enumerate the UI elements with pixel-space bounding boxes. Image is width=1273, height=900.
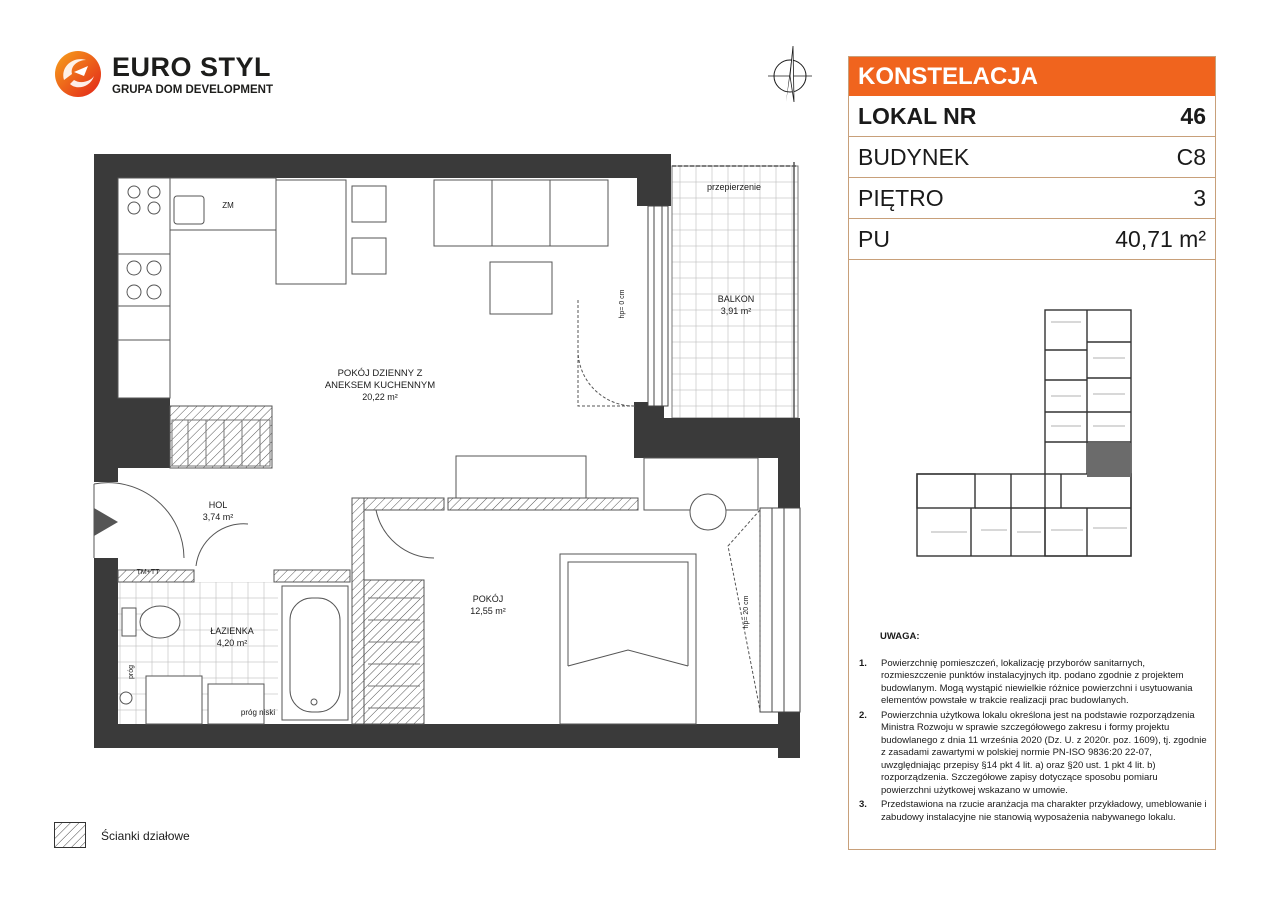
room-bedroom-name: POKÓJ [472,594,504,604]
north-arrow-icon [760,44,820,106]
info-value: 46 [1180,102,1206,129]
room-hall-name: HOL [208,500,228,510]
note-text: Przedstawiona na rzucie aranżacja ma charakter przykładowy, umeblowanie i zabudowy instalacyjne nie stanowią wyposażenia nabywanego lokalu. [881,799,1207,823]
prog-label: próg [128,664,135,680]
info-label: BUDYNEK [858,143,970,170]
room-living-name: POKÓJ DZIENNY Z [337,368,423,379]
note-text: Powierzchnię pomieszczeń, lokalizację przyborów sanitarnych, rozmieszczenie punktów instalacyjnych itp. podano zgodnie z projektem budowlanym. Mogą wystąpić niewielkie różnice powierzchni i usytuowania elementów powstałe w trakcie realizacji prac budowlanych. [881,657,1193,706]
partition-label: przepierzenie [706,182,762,192]
note-item [859,710,1207,798]
note-item [859,658,1207,708]
hp20-label: hp= 20 cm [743,595,750,629]
room-bathroom-area: 4,20 m² [216,638,248,648]
info-row-area [849,219,1215,260]
partition-hatch-swatch [54,822,86,848]
brand-logo [54,50,284,100]
note-text: Powierzchnia użytkowa lokalu określona jest na podstawie rozporządzenia Ministra Rozwoju w sprawie szczegółowego zakresu i formy projektu budowlanego z dnia 11 września 2020 (Dz. U. z 2020r. poz. 1609), tj. zgodnie z zasadami zawartymi w polskiej normie PN-ISO 9836:20 22-07, uwzględniając przepisy §14 pkt 4 lit. a) oraz §20 ust. 1 pkt 4 lit. b) rozporządzenia. Szczegółowe zapisy dotyczące sposobu pomiaru powierzchni użytkowej wskazano w umowie. [881,709,1207,796]
info-row-unit [849,96,1215,137]
info-row-floor [849,178,1215,219]
info-value: 3 [1193,184,1206,211]
info-value: C8 [1176,143,1206,170]
legend-label: Ścianki działowe [101,829,190,843]
room-bathroom-name: ŁAZIENKA [210,626,254,636]
info-label: PIĘTRO [858,184,944,211]
hp0-label: hp= 0 cm [619,289,626,319]
zm-label: ZM [222,201,234,210]
legend [54,822,254,852]
room-bedroom-area: 12,55 m² [470,606,506,616]
prog-niski-label: próg niski [240,708,276,717]
room-balcony-area: 3,91 m² [720,306,752,316]
note-item [859,799,1207,824]
tmtt-label: TM+TT [136,569,160,576]
floor-plan [88,150,808,760]
info-value: 40,71 m² [1115,225,1206,252]
kitchen-counter [118,178,346,398]
info-label: PU [858,225,890,252]
room-balcony-name: BALKON [717,294,755,304]
project-name: KONSTELACJA [849,57,1215,96]
brand-name: EURO STYL [112,52,272,82]
entrance-arrow-icon [94,508,118,536]
apartment-info-panel [848,56,1216,850]
brand-tagline: GRUPA DOM DEVELOPMENT [112,84,274,96]
living-furniture [352,180,608,498]
room-living-name-2: ANEKSEM KUCHENNYM [324,380,436,391]
room-hall-area: 3,74 m² [202,512,234,522]
note-number: 1. [859,657,867,669]
euro-styl-logo-icon [54,50,102,98]
unit-highlight [1087,443,1131,477]
room-living-area: 20,22 m² [362,392,398,402]
notes-title: UWAGA: [880,631,920,642]
building-key-plan [911,302,1141,564]
info-label: LOKAL NR [858,102,977,129]
note-number: 3. [859,799,867,810]
info-row-building [849,137,1215,178]
note-number: 2. [859,709,867,721]
balcony-area [672,162,798,418]
notes [859,631,1207,826]
